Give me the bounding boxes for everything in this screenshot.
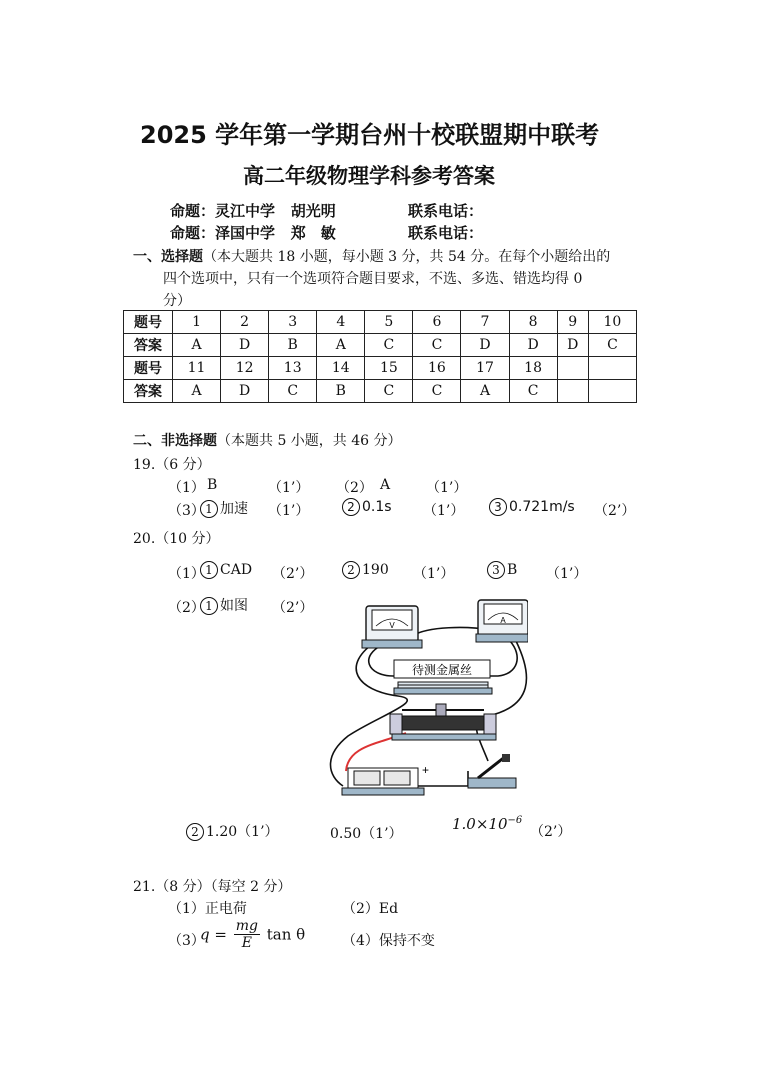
q19-part3-score1: （1’） — [268, 503, 310, 519]
q20-heading: 20.（10 分） — [133, 531, 220, 547]
table-row: 题号 11 12 13 14 15 16 17 18 — [124, 357, 637, 380]
q20-part1-item3: 3 B — [487, 561, 517, 579]
row-label: 答案 — [124, 380, 173, 403]
q21-part3-formula: q = $\frac{mg}{E}$ tan θ — [200, 918, 306, 951]
switch-icon — [468, 754, 516, 788]
section1-heading: 一、选择题（本大题共 18 小题，每小题 3 分，共 54 分。在每个小题给出的 — [133, 249, 611, 265]
author-1-phone: 联系电话： — [408, 202, 484, 220]
doc-title: 2025 学年第一学期台州十校联盟期中联考 — [140, 121, 600, 149]
table-row: 题号 1 2 3 4 5 6 7 8 9 10 — [124, 311, 637, 334]
q21-part3-label: （3） — [168, 933, 205, 949]
rheostat-icon — [390, 704, 496, 740]
table-row: 答案 A D B A C C D D D C — [124, 334, 637, 357]
q20-part1-score2: （1’） — [413, 566, 455, 582]
q20-part1-item2: 2 190 — [342, 561, 389, 579]
section2-heading: 二、非选择题（本题共 5 小题，共 46 分） — [133, 433, 402, 449]
q19-part2-answer: A — [380, 477, 391, 493]
metal-wire-apparatus — [394, 660, 492, 694]
section1-desc-2: 四个选项中，只有一个选项符合题目要求，不选、多选、错选均得 0 — [163, 271, 583, 287]
q19-part3-score3: （2’） — [594, 503, 636, 519]
circled-number: 1 — [200, 597, 218, 615]
author-line-2: 命题：泽国中学 郑 敏 — [170, 224, 336, 242]
circuit-diagram — [318, 596, 528, 802]
author-line-1: 命题：灵江中学 胡光明 — [170, 202, 336, 220]
svg-text:A: A — [500, 616, 506, 625]
q20-part1-score1: （2’） — [272, 566, 314, 582]
ammeter-icon — [476, 600, 528, 642]
q21-part2: （2）Ed — [342, 901, 399, 917]
q20-part3-item3: 0.50（1’） — [330, 826, 403, 842]
circled-number: 2 — [186, 823, 204, 841]
q19-part3-score2: （1’） — [423, 503, 465, 519]
circled-number: 1 — [200, 561, 218, 579]
q19-part3-label: （3） — [168, 503, 205, 519]
author-2-phone: 联系电话： — [408, 224, 484, 242]
q19-heading: 19.（6 分） — [133, 457, 211, 473]
row-label: 题号 — [124, 311, 173, 334]
q19-part2-score: （1’） — [426, 480, 468, 496]
row-label: 题号 — [124, 357, 173, 380]
q20-part3-item4: $1.0\times 10^{-6}$ — [452, 815, 523, 833]
q20-part1-label: （1） — [168, 566, 205, 582]
answer-table — [123, 310, 637, 403]
svg-text:V: V — [389, 621, 395, 630]
doc-subtitle: 高二年级物理学科参考答案 — [243, 164, 495, 188]
q19-part1-label: （1） — [168, 480, 205, 496]
section1-desc-3: 分） — [163, 293, 191, 309]
circled-number: 2 — [342, 498, 360, 516]
q20-part3-item2: 2 1.20（1’） — [186, 821, 279, 841]
q19-part2-label: （2） — [336, 480, 373, 496]
q19-part1-score: （1’） — [268, 480, 310, 496]
q20-part3-score4: （2’） — [530, 824, 572, 840]
q20-part1-item1: 1 CAD — [200, 561, 252, 579]
q19-part3-item1: 1 加速 — [200, 498, 248, 518]
q21-part4: （4）保持不变 — [342, 933, 435, 949]
row-label: 答案 — [124, 334, 173, 357]
svg-text:待测金属丝: 待测金属丝 — [411, 663, 473, 677]
battery-icon — [342, 763, 429, 795]
q20-part2-score1: （2’） — [272, 600, 314, 616]
svg-text:+: + — [422, 763, 430, 777]
table-row: 答案 A D C B C C A C — [124, 380, 637, 403]
voltmeter-icon — [362, 606, 422, 648]
q21-heading: 21.（8 分）（每空 2 分） — [133, 879, 292, 895]
circled-number: 3 — [489, 498, 507, 516]
q19-part3-item2: 2 0.1s — [342, 498, 392, 516]
q19-part1-answer: B — [207, 477, 218, 493]
q20-part2-item1: 1 如图 — [200, 595, 248, 615]
fraction: $\frac{mg}{E}$ — [235, 918, 258, 951]
circled-number: 3 — [487, 561, 505, 579]
circled-number: 2 — [342, 561, 360, 579]
q20-part2-label: （2） — [168, 600, 205, 616]
q20-part1-score3: （1’） — [546, 566, 588, 582]
q19-part3-item3: 3 0.721m/s — [489, 498, 575, 516]
q21-part1: （1）正电荷 — [168, 901, 247, 917]
circled-number: 1 — [200, 500, 218, 518]
